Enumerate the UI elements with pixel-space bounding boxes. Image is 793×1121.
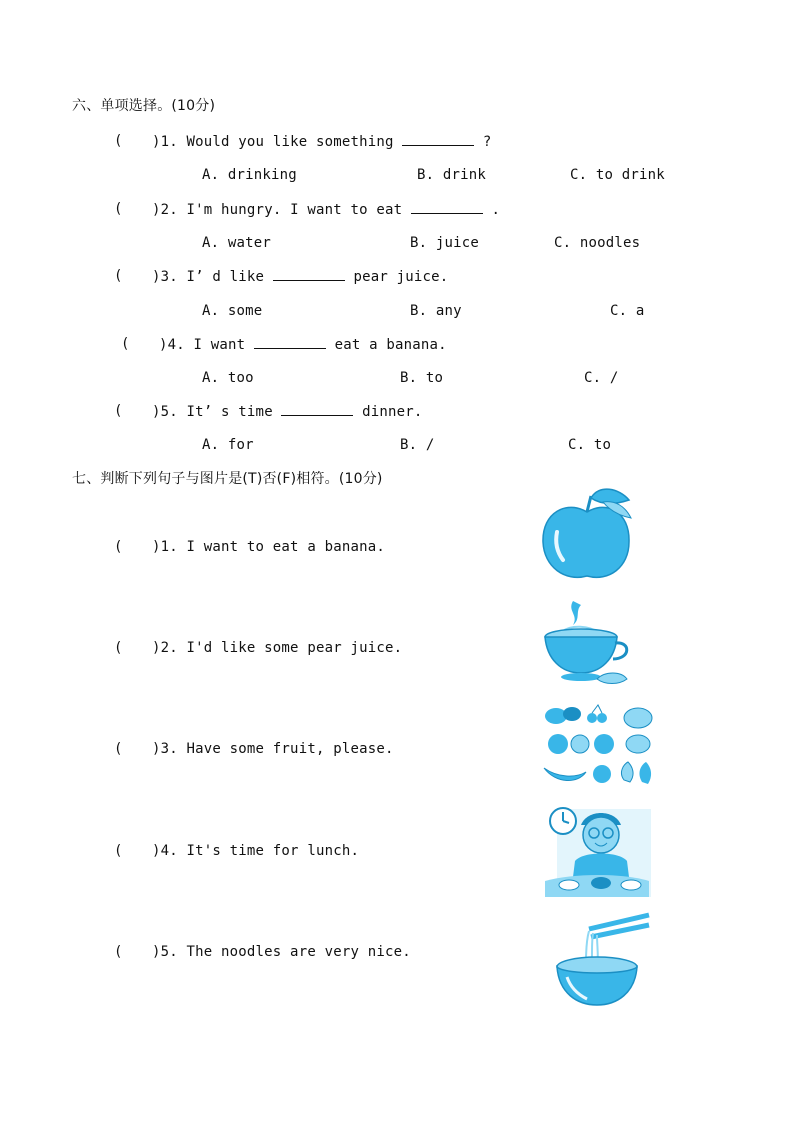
q5-option-a[interactable]: A. for — [202, 437, 254, 453]
q4-option-a[interactable]: A. too — [202, 370, 254, 386]
q3-option-c[interactable]: C. a — [610, 303, 645, 319]
answer-blank[interactable] — [273, 267, 345, 281]
apple-picture — [537, 482, 635, 584]
question-4: )4. I want eat a banana. — [159, 337, 447, 353]
q5-option-c[interactable]: C. to — [568, 437, 612, 453]
answer-blank[interactable] — [254, 335, 326, 349]
question-5: )5. It’ s time dinner. — [152, 404, 423, 420]
answer-paren: ( — [114, 268, 123, 284]
answer-paren: ( — [114, 539, 123, 555]
judge-item-1: )1. I want to eat a banana. — [152, 539, 385, 555]
judge-item-5: )5. The noodles are very nice. — [152, 944, 411, 960]
q3-option-b[interactable]: B. any — [410, 303, 462, 319]
answer-blank[interactable] — [402, 132, 474, 146]
noodle-bowl-picture — [555, 909, 650, 1009]
question-1: )1. Would you like something ? — [152, 134, 492, 150]
question-2: )2. I'm hungry. I want to eat . — [152, 202, 501, 218]
q5-option-b[interactable]: B. / — [400, 437, 435, 453]
q1-option-b[interactable]: B. drink — [417, 167, 487, 183]
q3-option-a[interactable]: A. some — [202, 303, 263, 319]
answer-paren: ( — [114, 843, 123, 859]
judge-item-4: )4. It's time for lunch. — [152, 843, 360, 859]
question-3: )3. I’ d like pear juice. — [152, 269, 449, 285]
answer-blank[interactable] — [411, 200, 483, 214]
q4-option-b[interactable]: B. to — [400, 370, 444, 386]
q4-option-c[interactable]: C. / — [584, 370, 619, 386]
section-6-title: 六、单项选择。(10分) — [72, 98, 216, 114]
section-7-title: 七、判断下列句子与图片是(T)否(F)相符。(10分) — [72, 471, 383, 487]
q2-option-c[interactable]: C. noodles — [554, 235, 641, 251]
q2-option-b[interactable]: B. juice — [410, 235, 480, 251]
answer-paren: ( — [114, 403, 123, 419]
judge-item-2: )2. I'd like some pear juice. — [152, 640, 403, 656]
tea-cup-picture — [541, 597, 631, 689]
answer-paren: ( — [114, 944, 123, 960]
answer-paren: ( — [121, 336, 130, 352]
answer-paren: ( — [114, 741, 123, 757]
answer-paren: ( — [114, 640, 123, 656]
q1-option-c[interactable]: C. to drink — [570, 167, 665, 183]
q1-option-a[interactable]: A. drinking — [202, 167, 297, 183]
q2-option-a[interactable]: A. water — [202, 235, 272, 251]
answer-paren: ( — [114, 133, 123, 149]
boy-eating-picture — [543, 805, 651, 897]
fruit-assortment-picture — [542, 702, 658, 788]
answer-paren: ( — [114, 201, 123, 217]
judge-item-3: )3. Have some fruit, please. — [152, 741, 394, 757]
answer-blank[interactable] — [281, 402, 353, 416]
